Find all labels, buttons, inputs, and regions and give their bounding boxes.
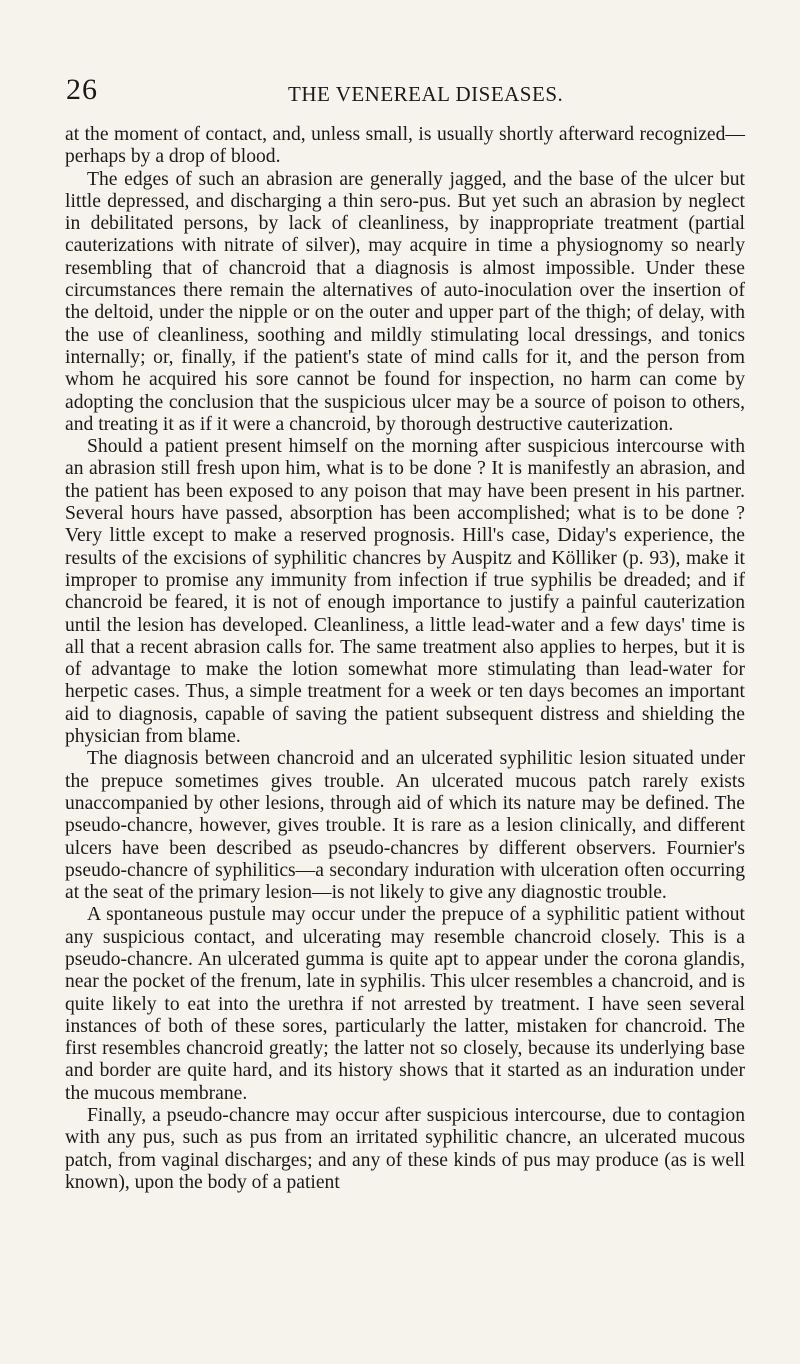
page-number: 26: [66, 73, 98, 106]
running-title: THE VENEREAL DISEASES.: [288, 82, 564, 106]
paragraph-continued: at the moment of contact, and, unless small, is usually shortly afterward recognized—perhaps by a drop of blood.: [65, 124, 745, 168]
paragraph-abrasion: The edges of such an abrasion are generally jagged, and the base of the ulcer but little depressed, and discharging a thin sero-pus. But yet such an abrasion by neglect in debilitated persons, by lack of cleanliness, by inappropriate treatment (partial cauterizations with nitrate of silver), may acquire in time a physiognomy so nearly resembling that of chancroid that a diagnosis is almost impossible. Under these circumstances there remain the alternatives of auto-inoculation over the insertion of the deltoid, under the nipple or on the outer and upper part of the thigh; of delay, with the use of cleanliness, soothing and mildly stimulating local dressings, and tonics internally; or, finally, if the patient's state of mind calls for it, and the person from whom he acquired his sore cannot be found for inspection, no harm can come by adopting the conclusion that the suspicious ulcer may be a source of poison to others, and treating it as if it were a chancroid, by thorough destructive cauterization.: [65, 168, 745, 435]
paragraph-diagnosis: The diagnosis between chancroid and an ulcerated syphilitic lesion situated under the prepuce sometimes gives trouble. An ulcerated mucous patch rarely exists unaccompanied by other lesions, through aid of which its nature may be defined. The pseudo-chancre, however, gives trouble. It is rare as a lesion clinically, and different ulcers have been described as pseudo-chancres by different observers. Fournier's pseudo-chancre of syphilitics—a secondary induration with ulceration often occurring at the seat of the primary lesion—is not likely to give any diagnostic trouble.: [65, 748, 745, 904]
running-head: [0, 74, 800, 114]
paragraph-finally: Finally, a pseudo-chancre may occur after suspicious intercourse, due to contagion with any pus, such as pus from an irritated syphilitic chancre, an ulcerated mucous patch, from vaginal discharges; and any of these kinds of pus may produce (as is well known), upon the body of a patient: [65, 1105, 745, 1193]
paragraph-morning-after: Should a patient present himself on the morning after suspicious intercourse with an abrasion still fresh upon him, what is to be done ? It is manifestly an abrasion, and the patient has been exposed to any poison that may have been present in his partner. Several hours have passed, absorption has been accomplished; what is to be done ? Very little except to make a reserved prognosis. Hill's case, Diday's experience, the results of the excisions of syphilitic chancres by Auspitz and Kölliker (p. 93), make it improper to promise any immunity from infection if true syphilis be dreaded; and if chancroid be feared, it is not of enough importance to justify a painful cauterization until the lesion has developed. Cleanliness, a little lead-water and a few days' time is all that a recent abrasion calls for. The same treatment also applies to herpes, but it is of advantage to make the lotion somewhat more stimulating than lead-water for herpetic cases. Thus, a simple treatment for a week or ten days becomes an important aid to diagnosis, capable of saving the patient subsequent distress and shielding the physician from blame.: [65, 436, 745, 748]
body-text: [65, 124, 745, 1194]
paragraph-spontaneous-pustule: A spontaneous pustule may occur under the prepuce of a syphilitic patient without any suspicious contact, and ulcerating may resemble chancroid closely. This is a pseudo-chancre. An ulcerated gumma is quite apt to appear under the corona glandis, near the pocket of the frenum, late in syphilis. This ulcer resembles a chancroid, and is quite likely to eat into the urethra if not arrested by treatment. I have seen several instances of both of these sores, particularly the latter, mistaken for chancroid. The first resembles chancroid greatly; the latter not so closely, because its underlying base and border are quite hard, and its history shows that it started as an induration under the mucous membrane.: [65, 904, 745, 1104]
